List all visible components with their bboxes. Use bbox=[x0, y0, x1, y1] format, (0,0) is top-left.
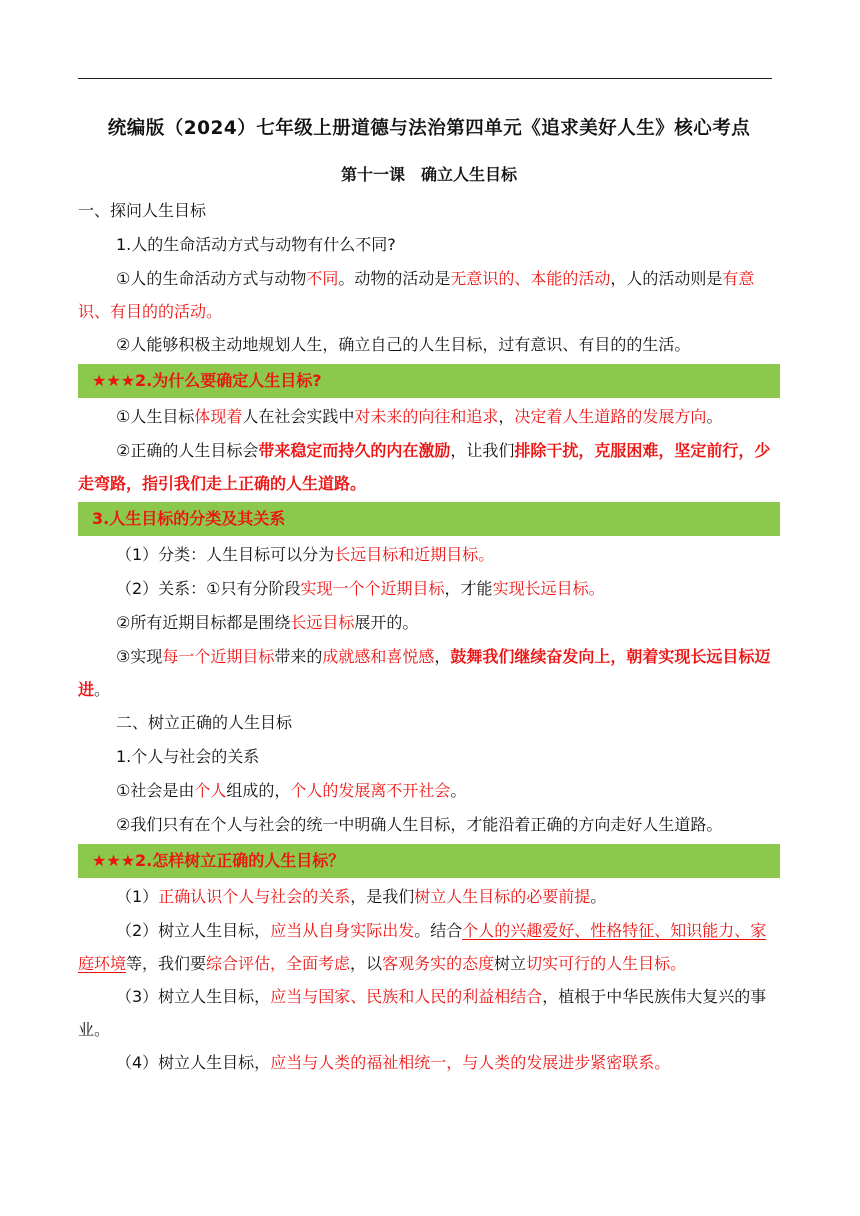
paragraph-2-2-b: （2）树立人生目标，应当从自身实际出发。结合个人的兴趣爱好、性格特征、知识能力、家庭环境等，我们要综合评估，全面考虑，以客观务实的态度树立切实可行的人生目标。 bbox=[78, 921, 767, 973]
paragraph-1-3-c: ②所有近期目标都是围绕长远目标展开的。 bbox=[116, 613, 419, 632]
question-2-1: 1.个人与社会的关系 bbox=[116, 747, 260, 766]
question-1-1: 1.人的生命活动方式与动物有什么不同? bbox=[116, 235, 396, 254]
paragraph-2-1-a: ①社会是由个人组成的，个人的发展离不开社会。 bbox=[116, 781, 467, 800]
header-rule bbox=[78, 78, 772, 79]
paragraph-2-2-c: （3）树立人生目标，应当与国家、民族和人民的利益相结合，植根于中华民族伟大复兴的事业。 bbox=[78, 987, 767, 1039]
paragraph-1-2-a: ①人生目标体现着人在社会实践中对未来的向往和追求，决定着人生道路的发展方向。 bbox=[116, 407, 723, 426]
highlight-bar-2-2: ★★★2.怎样树立正确的人生目标？ bbox=[78, 844, 780, 878]
highlight-bar-1-2: ★★★2.为什么要确定人生目标? bbox=[78, 364, 780, 398]
paragraph-1-1-b: ②人能够积极主动地规划人生，确立自己的人生目标，过有意识、有目的的生活。 bbox=[116, 335, 691, 354]
document-body bbox=[78, 104, 780, 1080]
paragraph-1-3-b: （2）关系：①只有分阶段实现一个个近期目标，才能实现长远目标。 bbox=[116, 579, 605, 598]
document-title: 统编版（2024）七年级上册道德与法治第四单元《追求美好人生》核心考点 bbox=[107, 118, 751, 139]
paragraph-1-3-a: （1）分类：人生目标可以分为长远目标和近期目标。 bbox=[116, 545, 495, 564]
section-heading-2: 二、树立正确的人生目标 bbox=[116, 713, 293, 732]
highlight-bar-1-3: 3.人生目标的分类及其关系 bbox=[78, 502, 780, 536]
paragraph-1-1-a: ①人的生命活动方式与动物不同。动物的活动是无意识的、本能的活动，人的活动则是有意识、有目的的活动。 bbox=[78, 269, 755, 321]
paragraph-1-2-b: ②正确的人生目标会带来稳定而持久的内在激励，让我们排除干扰，克服困难，坚定前行，少走弯路，指引我们走上正确的人生道路。 bbox=[78, 441, 771, 493]
paragraph-2-2-a: （1）正确认识个人与社会的关系，是我们树立人生目标的必要前提。 bbox=[116, 887, 607, 906]
section-heading-1: 一、探问人生目标 bbox=[78, 201, 207, 220]
paragraph-1-3-d: ③实现每一个近期目标带来的成就感和喜悦感，鼓舞我们继续奋发向上，朝着实现长远目标迈进。 bbox=[78, 647, 771, 699]
paragraph-2-1-b: ②我们只有在个人与社会的统一中明确人生目标，才能沿着正确的方向走好人生道路。 bbox=[116, 815, 723, 834]
lesson-title: 第十一课 确立人生目标 bbox=[340, 165, 517, 184]
paragraph-2-2-d: （4）树立人生目标，应当与人类的福祉相统一，与人类的发展进步紧密联系。 bbox=[116, 1053, 671, 1072]
